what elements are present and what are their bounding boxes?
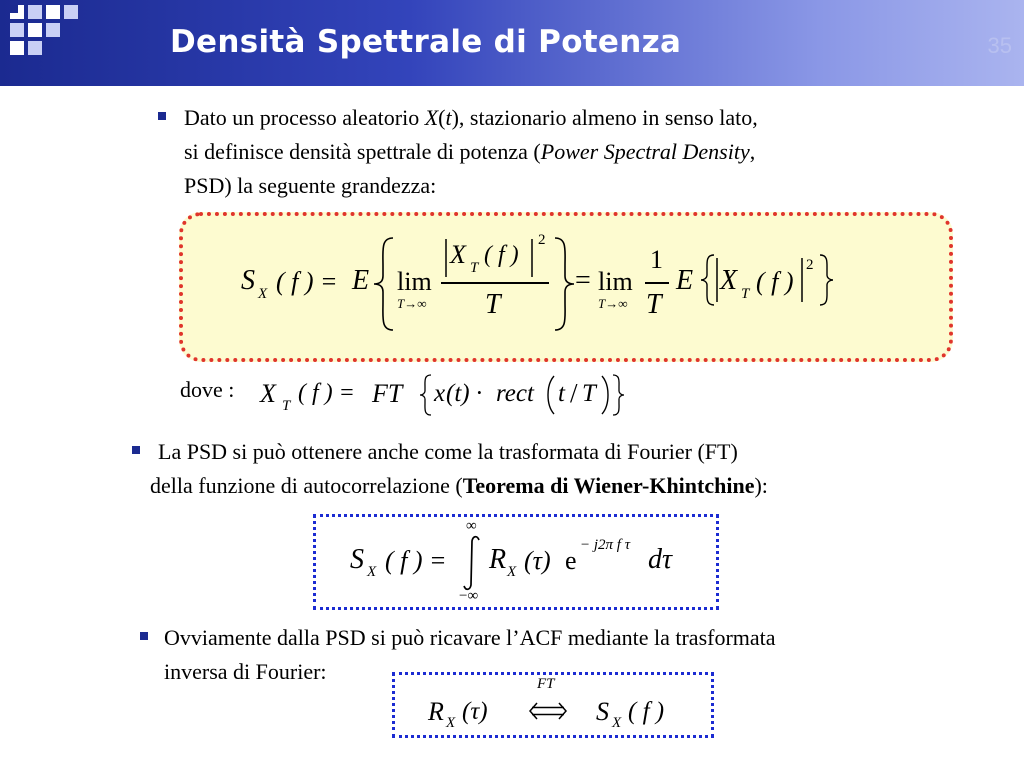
eq-symbol: ( f ): [484, 242, 519, 268]
abs-bar-icon: [799, 258, 805, 302]
eq-symbol: S: [596, 697, 609, 726]
eq-symbol: R: [489, 544, 507, 575]
eq-symbol: =: [575, 265, 591, 296]
eq-symbol: X: [720, 265, 738, 296]
eq-symbol: x: [434, 380, 446, 407]
eq-exponent: 2: [806, 257, 814, 273]
eq-subscript: T: [741, 286, 750, 302]
eq-exponent: − j2π f τ: [580, 537, 631, 553]
eq-symbol: ( f ) =: [385, 546, 447, 575]
eq-subscript: X: [507, 564, 517, 580]
eq-symbol: (τ): [524, 546, 551, 575]
left-brace-icon: [418, 374, 434, 416]
abs-bar-icon: [529, 239, 535, 277]
eq-subscript: X: [612, 715, 622, 731]
eq-symbol: (τ): [462, 698, 488, 725]
eq-subscript: X: [258, 286, 268, 302]
bullet-marker-icon: [158, 112, 166, 120]
eq-subscript: X: [446, 715, 456, 731]
bullet-text: inversa di Fourier:: [164, 659, 327, 684]
slide-number: 35: [987, 33, 1012, 58]
eq-symbol: T: [485, 289, 501, 320]
eq-subscript: T→∞: [397, 296, 427, 311]
bullet-text: ), stazionario almeno in senso lato,: [451, 105, 758, 130]
eq-symbol: T: [646, 289, 662, 320]
eq-symbol: dτ: [648, 544, 673, 575]
bullet-marker-icon: [140, 632, 148, 640]
bullet-text: Dato un processo aleatorio: [184, 105, 425, 130]
eq-symbol: S: [350, 544, 364, 575]
abs-bar-icon: [443, 239, 449, 277]
eq-symbol: /: [570, 378, 578, 408]
eq-symbol: ( f ) =: [298, 380, 355, 406]
eq-subscript: T: [282, 398, 291, 414]
eq-symbol: ( f ) =: [276, 267, 338, 296]
eq-symbol: (t) ·: [446, 380, 483, 407]
bullet-italic-term: Power Spectral Density: [540, 139, 750, 164]
bullet-text: ,: [749, 139, 756, 164]
fraction-line: [441, 282, 549, 284]
right-brace-icon: [817, 254, 835, 306]
eq-symbol: E: [676, 265, 694, 296]
eq-symbol: lim: [598, 267, 633, 296]
fraction-line: [645, 282, 669, 284]
integral-lower-limit: −∞: [459, 588, 479, 604]
integral-sign-icon: [461, 535, 483, 591]
bullet-text: della funzione di autocorrelazione (: [150, 473, 463, 498]
ft-label: FT: [537, 676, 555, 692]
integral-upper-limit: ∞: [466, 518, 477, 534]
eq-symbol: e: [565, 546, 577, 575]
slide-title: Densità Spettrale di Potenza: [170, 24, 682, 60]
eq-symbol: lim: [397, 267, 432, 296]
double-arrow-icon: [528, 700, 568, 722]
slide-header: [0, 0, 1024, 86]
bullet-text: (: [438, 105, 446, 130]
eq-symbol: FT: [372, 379, 403, 408]
bullet-var: X: [424, 105, 439, 130]
dove-label: dove :: [180, 377, 235, 402]
left-paren-icon: [544, 375, 556, 415]
eq-symbol: T: [582, 380, 596, 407]
bullet-text: La PSD si può ottenere anche come la trasformata di Fourier (FT): [158, 439, 738, 464]
right-brace-icon: [551, 236, 577, 332]
eq-symbol: X: [450, 240, 466, 269]
bullet-var: t: [445, 105, 452, 130]
eq-symbol: 1: [650, 245, 663, 274]
eq-symbol: rect: [496, 380, 534, 407]
eq-subscript: X: [367, 564, 377, 580]
bullet-text: PSD) la seguente grandezza:: [184, 173, 437, 198]
theorem-name: Teorema di Wiener-Khintchine: [462, 473, 755, 498]
logo-squares-icon: [0, 0, 80, 70]
bullet-marker-icon: [132, 446, 140, 454]
bullet-text: ):: [754, 473, 768, 498]
eq-symbol: R: [428, 697, 444, 726]
right-brace-icon: [610, 374, 626, 416]
eq-symbol: X: [260, 379, 276, 408]
eq-symbol: t: [558, 380, 565, 407]
eq-subscript: T→∞: [598, 296, 628, 311]
eq-symbol: ( f ): [628, 698, 665, 725]
eq-exponent: 2: [538, 232, 546, 248]
bullet-text: Ovviamente dalla PSD si può ricavare l’ACF mediante la trasformata: [164, 625, 776, 650]
eq-subscript: T: [470, 260, 479, 276]
eq-symbol: E: [352, 265, 370, 296]
eq-symbol: S: [241, 265, 255, 296]
eq-symbol: ( f ): [756, 267, 794, 296]
bullet-text: si definisce densità spettrale di potenza (: [184, 139, 541, 164]
left-brace-icon: [371, 236, 397, 332]
